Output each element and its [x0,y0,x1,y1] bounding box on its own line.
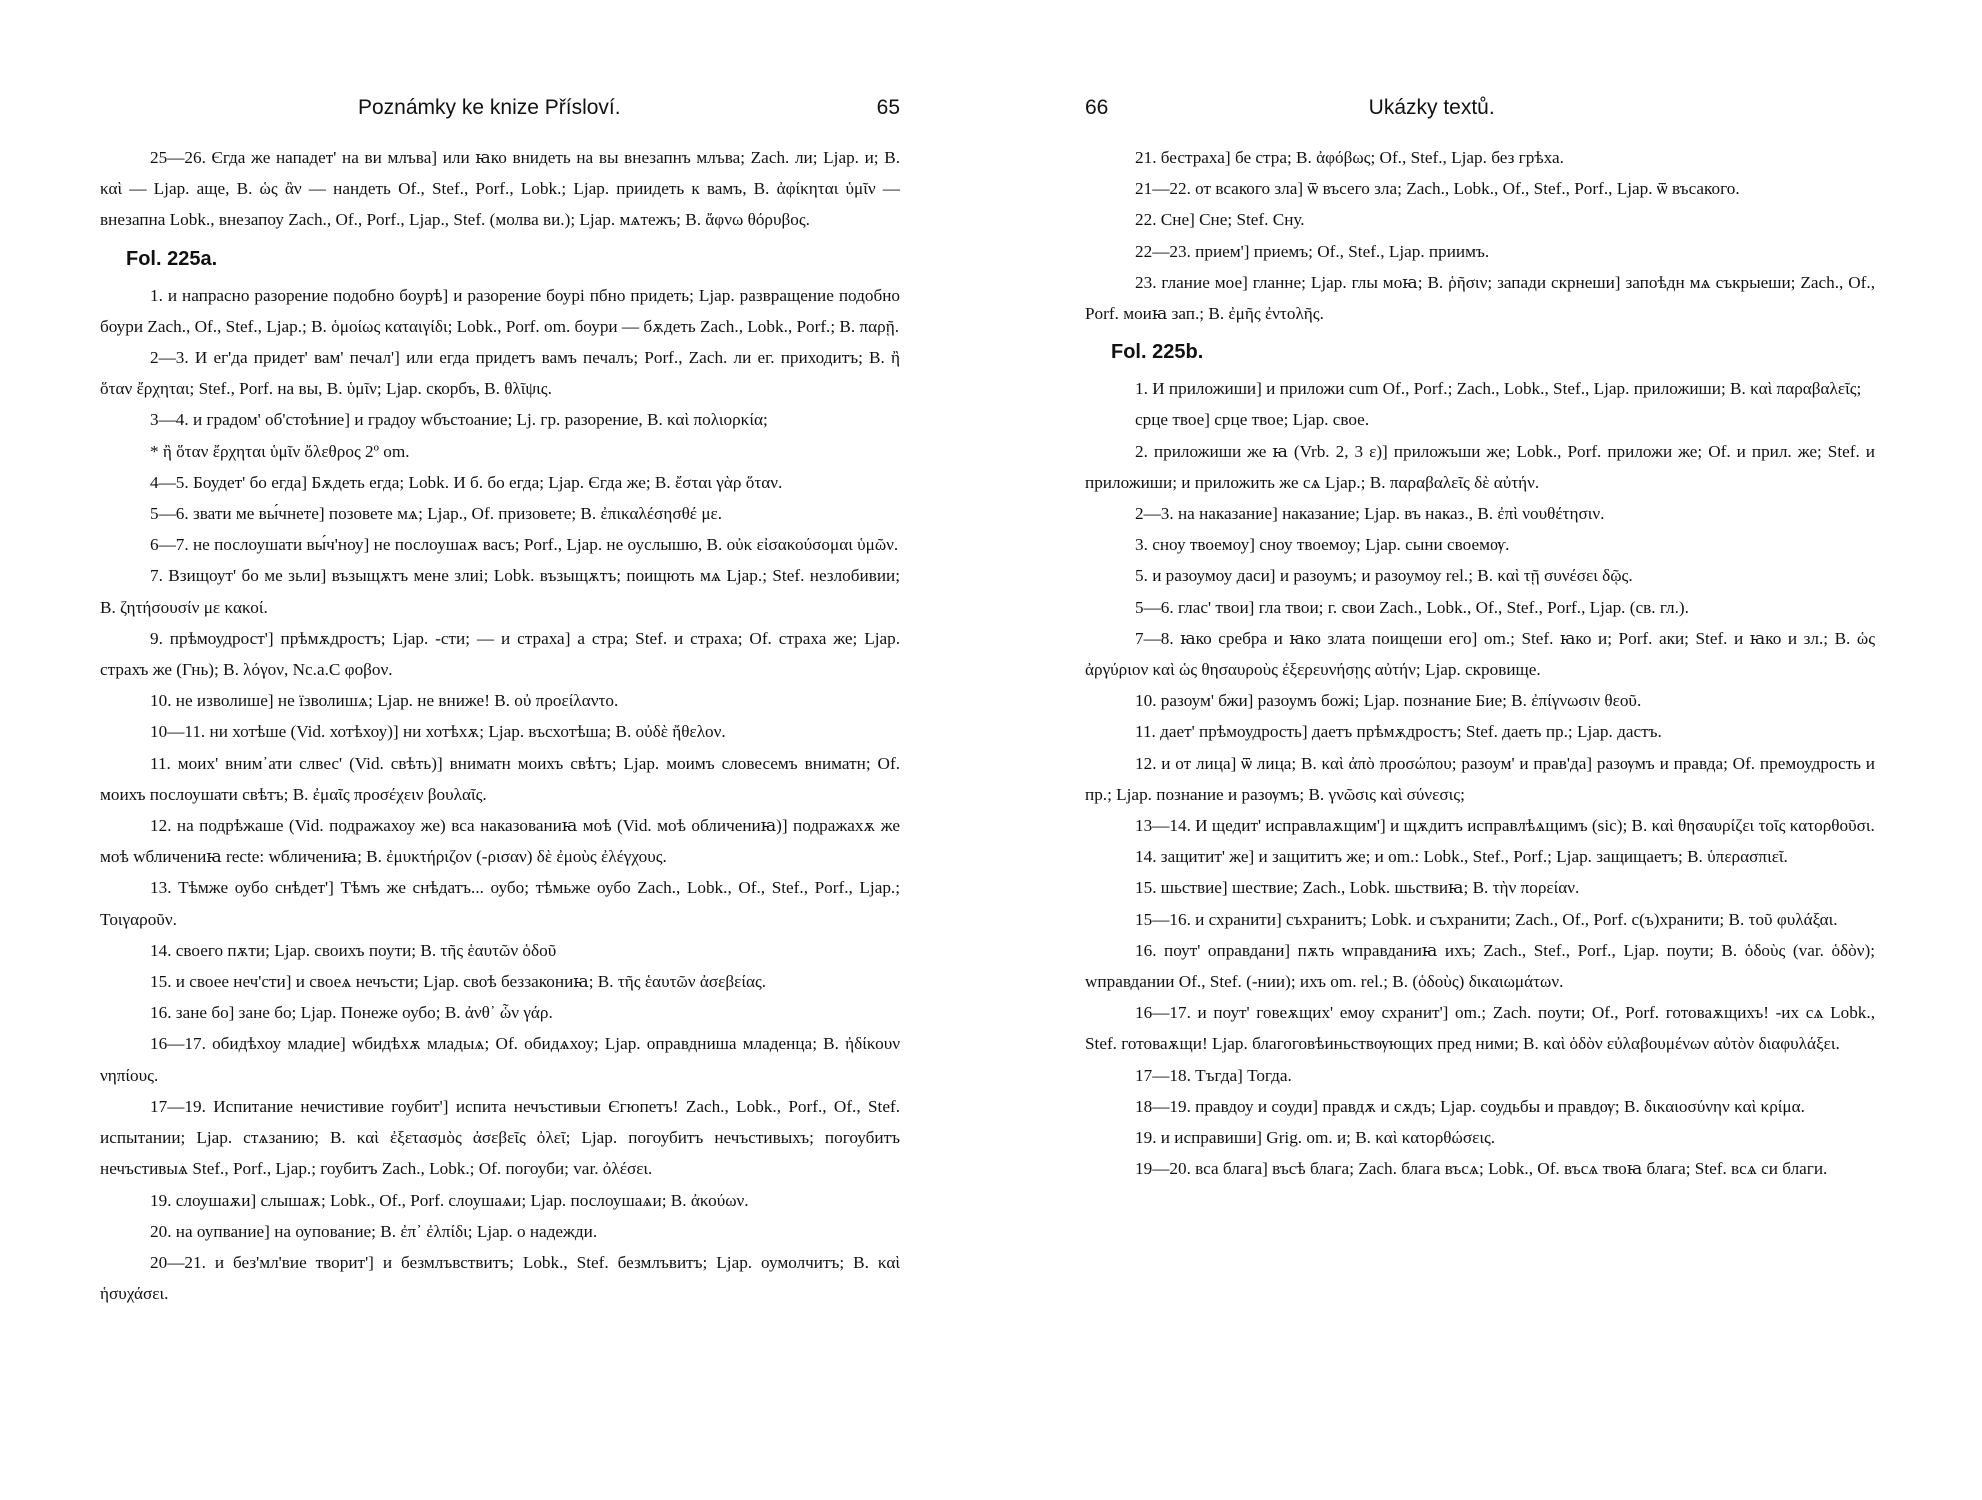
left-header-title: Poznámky ke knize Přísloví. [358,96,621,119]
note-entry: 13—14. И щедит' исправлаѫщим'] и щѫдитъ исправлѣѧщимъ (sic); B. καὶ θησαυρίζει τοῖς κατορθοῦσι. [1135,816,1875,836]
left-running-header [100,96,900,126]
note-entry: 1. и напрасно разорение подобно боурѣ] и разорение боурі пбно придеть; Ljap. развращение подобно боури Zach., Of., Stef., Ljap.; B. ὁμοίως καταιγίδι; Lobk., Porf. om. боури — бѫдеть Zach., Lobk., Porf.; B. παρῇ. [100,285,900,336]
note-entry: 16—17. и поут' говеѫщих' емоу схранит'] om.; Zach. поути; Of., Porf. готоваѫщихъ! -их сѧ Lobk., Stef. готоваѫщи! Ljap. благоговѣиньствѹющих пред ними; B. καὶ ὁδὸν εὐλαβουμένων αὐτὸν διαφυλάξει. [1085,1003,1875,1054]
note-entry: 18—19. правдоу и соуди] правдѫ и сѫдъ; Ljap. соудьбы и правдѹ; B. δικαιοσύνην καὶ κρίμα. [1135,1096,1805,1116]
note-entry: 14. своего пѫти; Ljap. своихъ поути; B. τῆς ἑαυτῶν ὁδοῦ [150,940,557,960]
note-entry: 9. прѣмоудрост'] прѣмѫдростъ; Ljap. -сти; — и страха] а стра; Stef. и страха; Of. страха же; Ljap. страхъ же (Гнь); B. λόγον, Nc.a.C φοβον. [100,628,900,680]
right-header-title: Ukázky textů. [1368,96,1495,119]
note-entry: 15—16. и схранити] съхранитъ; Lobk. и съхранити; Zach., Of., Porf. с(ъ)хранити; B. τοῦ φυλάξαι. [1135,909,1838,929]
note-entry: 20—21. и без'мл'вие творит'] и безмлъвствитъ; Lobk., Stef. безмлъвитъ; Ljap. оумолчитъ; B. καὶ ἡσυχάσει. [100,1252,900,1304]
note-entry: 19. и исправиши] Grig. om. и; B. καὶ κατορθώσεις. [1135,1128,1496,1148]
note-entry: 16. зане бо] зане бо; Ljap. Понеже оубо; B. ἀνθ᾽ ὧν γάρ. [150,1003,553,1023]
note-entry: 5—6. звати ме вы́чнете] позовете мѧ; Ljap., Of. призовете; B. ἐπικαλέσησθέ με. [150,504,723,524]
note-entry: 23. глание мое] гланне; Ljap. глы моꙗ; B. ῥῆσιν; запади скрнеши] запоѣдн мѧ съкрыеши; Zach., Of., Porf. моиꙗ зап.; B. ἐμῆς ἐντολῆς. [1085,272,1875,324]
note-entry: 10. не изволише] не їзволишѧ; Ljap. не вниже! B. οὐ προείλαντο. [150,691,619,711]
note-entry: 16. поут' оправдани] пѫть wправданиꙗ ихъ; Zach., Stef., Porf., Ljap. поути; B. ὁδοὺς (var. ὁδὸν); wправдании Of., Stef. (-нии); ихъ om. rel.; B. (ὁδοὺς) δικαιωμάτων. [1085,940,1875,992]
note-entry: 7—8. ꙗко сребра и ꙗко злата поищеши его] om.; Stef. ꙗко и; Porf. аки; Stef. и ꙗко и зл.; B. ὡς ἀργύριον καὶ ὡς θησαυροὺς ἐξερευνήσῃς αὐτήν; Ljap. скровище. [1085,628,1875,680]
note-entry: 4—5. Боудет' бо егда] Бѫдеть егда; Lobk. И б. бо егда; Ljap. Єгда же; B. ἔσται γὰρ ὅταν. [150,472,783,492]
note-entry: 20. на оупвание] на оупование; B. ἐπ᾽ ἐλπίδι; Ljap. о надежди. [150,1221,598,1241]
note-entry: 25—26. Єгда же нападет' на ви млъва] или ꙗко внидеть на вы внезапнъ млъва; Zach. ли; Ljap. и; B. καὶ — Ljap. аще, B. ὡς ἂν — нандеть Of., Stef., Porf., Lobk.; Ljap. приидеть к вамъ, B. ἀφίκηται ὑμῖν — внезапна Lobk., внезапоу Zach., Of., Porf., Ljap., Stef. (молва ви.); Ljap. мѧтежъ; B. ἄφνω θόρυβος. [100,148,900,230]
note-entry: 13. Тѣмже оубо снѣдет'] Тѣмъ же снѣдатъ... оубо; тѣмьже оубо Zach., Lobk., Of., Stef., Porf., Ljap.; Τοιγαροῦν. [100,878,900,929]
note-entry: 17—19. Испитание нечистивие гоубит'] испита нечъстивыи Єгюпетъ! Zach., Lobk., Porf., Of., Stef. испытании; Ljap. стѧзанию; B. καὶ ἐξετασμὸς ἀσεβεῖς ὀλεῖ; Ljap. погоубитъ нечъстивыхъ; погоубитъ нечъстивыѧ Stef., Porf., Ljap.; гоубитъ Zach., Lobk.; Of. погоуби; var. ὀλέσει. [100,1096,900,1179]
note-entry: 11. моих' вним᾽ати слвес' (Vid. свѣть)] вниматн моихъ свѣтъ; Ljap. моимъ словесемъ вниматн; Of. моихъ послоушати свѣтъ; B. ἐμαῖς προσέχειν βουλαῖς. [100,753,900,804]
note-entry: 19—20. вса блага] въсѣ блага; Zach. блага въсѧ; Lobk., Of. въсѧ твоꙗ блага; Stef. всѧ си благи. [1135,1159,1828,1179]
right-entries [1085,142,1875,1185]
right-entries-after-fol [1085,373,1875,1184]
right-page [1085,96,1875,1185]
note-entry: 2. приложиши же ꙗ (Vrb. 2, 3 ε)] приложъши же; Lobk., Porf. приложи же; Of. и прил. же; Stef. и приложиши; и приложить же сѧ Ljap.; B. παραβαλεῖς δὲ αὐτήν. [1085,441,1875,492]
note-entry: 21. бестраха] бе стра; B. ἀφόβως; Of., Stef., Ljap. без грѣха. [1135,148,1564,167]
left-entries [100,142,900,1309]
note-entry: 10—11. ни хотѣше (Vid. хотѣхоу)] ни хотѣхѫ; Ljap. въсхотѣша; B. οὐδὲ ἤθελον. [150,722,726,742]
note-entry: 14. защитит' же] и защититъ же; и om.: Lobk., Stef., Porf.; Ljap. защищаетъ; B. ὑπερασπιεῖ. [1135,847,1788,867]
note-entry: 12. и от лица] ѿ лица; B. καὶ ἀπὸ προσώπου; разоум' и прав'да] разѹмъ и правда; Of. премоудрость и пр.; Ljap. познание и разѹмъ; B. γνῶσις καὶ σύνεσις; [1085,753,1875,804]
note-entry: 10. разоум' бжи] разоумъ божі; Ljap. познание Бие; B. ἐπίγνωσιν θεοῦ. [1135,691,1642,711]
note-entry: 12. на подрѣжаше (Vid. подражахоу же) вса наказованиꙗ моѣ (Vid. моѣ обличениꙗ)] подражахѫ же моѣ wбличениꙗ recte: wбличениꙗ; B. ἐμυκτήριζον (-ρισαν) δὲ ἐμοὺς ἐλέγχους. [100,816,900,867]
note-entry: 5. и разоумоу даси] и разоумъ; и разоумоу rel.; B. καὶ τῇ συνέσει δῷς. [1135,566,1633,586]
note-entry: 17—18. Тъгда] Тогда. [1135,1065,1292,1085]
note-entry: * ἢ ὅταν ἔρχηται ὑμῖν ὄλεθρος 2º om. [150,441,410,461]
note-entry: 6—7. не послоушати вы́ч'ноу] не послоушаѫ васъ; Porf., Ljap. не оуслышю, B. οὐκ εἰσακούσομαι ὑμῶν. [150,535,899,555]
right-page-number: 66 [1085,96,1109,119]
left-entries-after-fol [100,280,900,1310]
note-entry: 5—6. глас' твои] гла твои; г. свои Zach., Lobk., Of., Stef., Porf., Ljap. (св. гл.). [1135,597,1689,617]
note-entry: 3—4. и градом' об'стоѣние] и градоу wбъстоание; Lj. гр. разорение, B. καὶ πολιορκία; [150,410,768,430]
left-fol-heading: Fol. 225a. [126,247,218,270]
note-entry: 22—23. прием'] приемъ; Of., Stef., Ljap. приимъ. [1135,241,1490,261]
note-entry: 19. слоушаѫи] слышаѫ; Lobk., Of., Porf. слоушаѧи; Ljap. послоушаѧи; B. ἀκούων. [150,1190,749,1210]
note-entry: 2—3. на наказание] наказание; Ljap. въ наказ., B. ἐπὶ νουθέτησιν. [1135,504,1605,524]
note-entry: 16—17. обидѣхоу младие] wбидѣхѫ младыѧ; Of. обидѧхоу; Ljap. оправдниша младенца; B. ἠδίκουν νηπίους. [100,1034,900,1085]
note-entry: 1. И приложиши] и приложи cum Of., Porf.; Zach., Lobk., Stef., Ljap. приложиши; B. καὶ παραβαλεῖς; [1135,379,1862,399]
right-entries-before-fol [1085,142,1875,329]
note-entry: 15. шьствие] шествие; Zach., Lobk. шьствиꙗ; B. τὴν πορείαν. [1135,878,1580,898]
note-entry: 22. Сне] Сне; Stef. Сну. [1135,210,1305,230]
note-entry: 7. Взищоут' бо ме зьли] възыщѫтъ мене злиі; Lobk. възыщѫтъ; поищють мѧ Ljap.; Stef. незлобивии; B. ζητήσουσίν με κακοί. [100,566,900,617]
left-page-number: 65 [876,96,900,119]
note-entry: 21—22. от всакого зла] ѿ въсего зла; Zach., Lobk., Of., Stef., Porf., Ljap. ѿ въсакого. [1135,179,1740,199]
right-fol-heading: Fol. 225b. [1111,341,1204,364]
note-entry: 11. дает' прѣмоудрость] даетъ прѣмѫдростъ; Stef. даеть пр.; Ljap. дастъ. [1135,722,1662,742]
left-entries-before-fol [100,142,900,236]
note-entry: срце твое] срце твое; Ljap. свое. [1135,410,1370,430]
note-entry: 15. и своее неч'сти] и своеѧ нечъсти; Ljap. своѣ беззакониꙗ; B. τῆς ἑαυτῶν ἀσεβείας. [150,972,767,992]
note-entry: 3. сноу твоемоу] сноу твоемоу; Ljap. сыни своемѹ. [1135,535,1510,555]
left-page [100,96,900,1309]
right-running-header [1085,96,1875,126]
note-entry: 2—3. И ег'да придет' вам' печал'] или егда придетъ вамъ печалъ; Porf., Zach. ли ег. приходитъ; B. ἢ ὅταν ἔρχηται; Stef., Porf. на вы, B. ὑμῖν; Ljap. скорбъ, B. θλῖψις. [100,348,900,399]
